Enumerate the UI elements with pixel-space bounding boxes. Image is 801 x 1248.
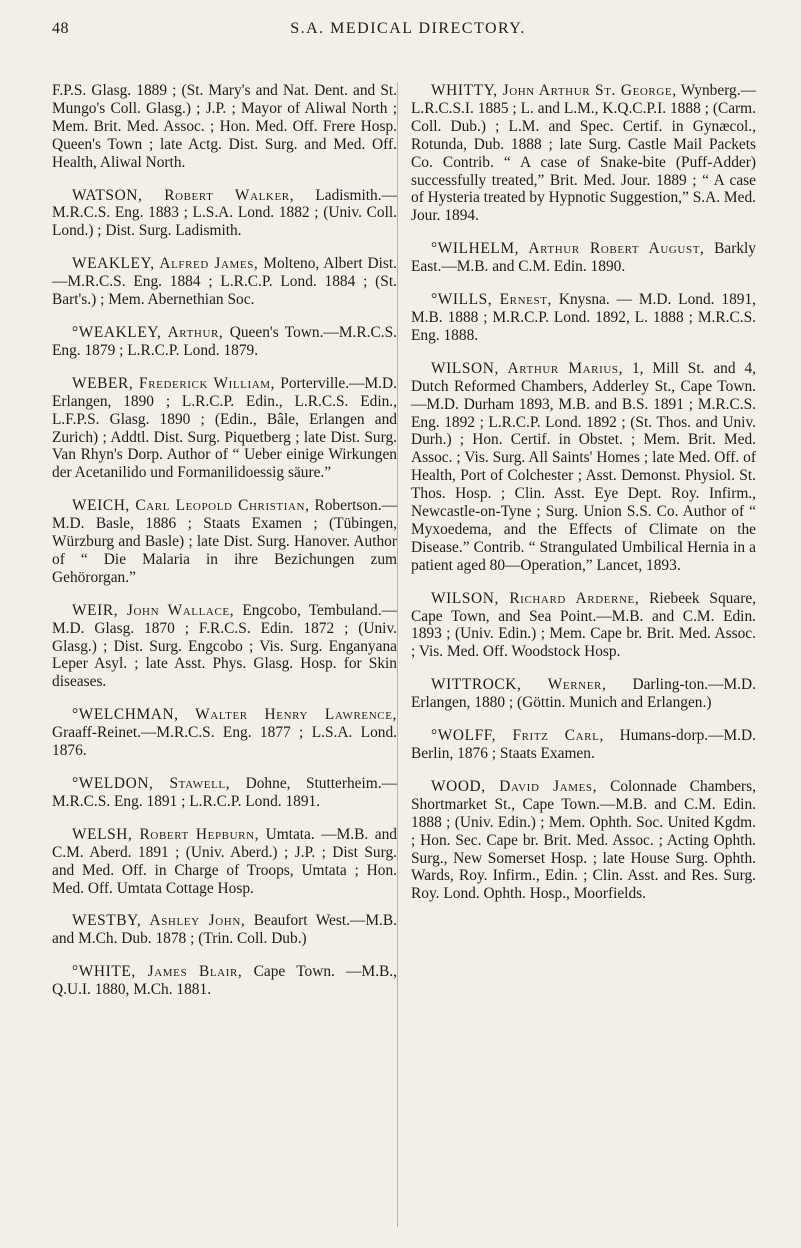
entry-text: Umtata. —M.B. and C.M. Aberd. 1891 ; (Univ. Aberd.) ; J.P. ; Dist Surg. and Med. Off. in Charge of Troops, Umtata ; Hon. Med. Off. Umtata Cottage Hosp.: [52, 825, 397, 897]
entry-name: WILSON, Arthur Marius,: [431, 359, 624, 377]
entry-text: Darling-ton.—M.D. Erlangen, 1880 ; (Göttin. Munich and Erlangen.): [411, 676, 756, 712]
directory-entry: [411, 676, 756, 712]
entry-text: Queen's Town.—M.R.C.S. Eng. 1879 ; L.R.C.P. Lond. 1879.: [52, 323, 397, 359]
entry-text: Graaff-Reinet.—M.R.C.S. Eng. 1877 ; L.S.A. Lond. 1876.: [52, 724, 397, 760]
directory-entry: [411, 778, 756, 903]
directory-entry: [52, 82, 397, 172]
directory-entry: [52, 912, 397, 948]
entry-text: Colonnade Chambers, Shortmarket St., Cape Town.—M.B. and C.M. Edin. 1888 ; (Univ. Edin.) ; Mem. Ophth. Soc. United Kgdm. ; Hon. Sec. Cape br. Brit. Med. Assoc. ; Acting Ophth. Surg., New Somerset Hosp. ; late House Surg. Ophth. Wards, Roy. Infirm., Edin. ; Clin. Asst. and Res. Surg. Roy. Lond. Ophth. Hosp., Moorfields.: [411, 777, 756, 903]
directory-entry: [52, 497, 397, 587]
column-divider: [397, 82, 398, 1227]
entry-name: WOOD, David James,: [431, 777, 598, 795]
entry-text: Robertson.—M.D. Basle, 1886 ; Staats Examen ; (Tübingen, Würzburg and Basle) ; late Dist. Surg. Hanover. Author of “ Die Malaria in ihre Bezichungen zum Gehörorgan.”: [52, 497, 397, 586]
entry-text: Beaufort West.—M.B. and M.Ch. Dub. 1878 ; (Trin. Coll. Dub.): [52, 912, 397, 948]
entry-name: WEBER, Frederick William,: [72, 374, 276, 392]
directory-entry: [52, 963, 397, 999]
entry-text: Knysna. — M.D. Lond. 1891, M.B. 1888 ; M.R.C.P. Lond. 1892, L. 1888 ; M.R.C.S. Eng. 1888.: [411, 291, 757, 344]
entry-name: WELSH, Robert Hepburn,: [72, 825, 260, 843]
entry-text: Cape Town. —M.B., Q.U.I. 1880, M.Ch. 1881.: [52, 963, 398, 999]
entry-name: °WELDON, Stawell,: [72, 775, 231, 792]
directory-entry: [52, 706, 397, 760]
entry-text: Engcobo, Tembuland.—M.D. Glasg. 1870 ; F.R.C.S. Edin. 1872 ; (Univ. Glasg.) ; Dist. Surg. Engcobo ; Vis. Surg. Enganyana Leper Asyl. ; late Asst. Phys. Glasg. Hosp. for Skin diseases.: [52, 601, 397, 691]
entry-text: F.P.S. Glasg. 1889 ; (St. Mary's and Nat. Dent. and St. Mungo's Coll. Glasg.) ; J.P. ; Mayor of Aliwal North ; Mem. Brit. Med. Assoc. ; Hon. Med. Off. Frere Hosp. Queen's Town ; late Actg. Dist. Surg. and Med. Off. Health, Aliwal North.: [52, 82, 397, 171]
entry-text: Molteno, Albert Dist.—M.R.C.S. Eng. 1884 ; L.R.C.P. Lond. 1884 ; (St. Bart's.) ; Mem. Abernethian Soc.: [52, 255, 397, 309]
entry-text: Humans-dorp.—M.D. Berlin, 1876 ; Staats Examen.: [411, 727, 756, 762]
entry-text: 1, Mill St. and 4, Dutch Reformed Chambers, Adderley St., Cape Town.—M.D. Durham 1893, M.B. and B.S. 1891 ; M.R.C.S. Eng. 1892 ; L.R.C.P. Lond. 1892 ; (St. Thos. and Univ. Durh.) ; Hon. Certif. in Obstet. ; Mem. Brit. Med. Assoc. ; Vis. Surg. All Saints' Homes ; late Med. Off. of Health, Port of Colchester ; Asst. Demonst. Physiol. St. Thos. Hosp. ; Clin. Asst. Eye Dept. Roy. Infirm., Newcastle-on-Tyne ; Surg. Union S.S. Co. Author of “ Myxoedema, and the Effects of Climate on the Disease.” Contrib. “ Strangulated Umbilical Hernia in a patient aged 80—Operation,” Lancet, 1893.: [411, 359, 756, 574]
page-header: [52, 16, 764, 46]
entry-name: WATSON, Robert Walker,: [72, 186, 295, 204]
entry-name: WEIR, John Wallace,: [72, 601, 235, 619]
page-number: 48: [52, 20, 69, 37]
entry-text: Ladismith.—M.R.C.S. Eng. 1883 ; L.S.A. Lond. 1882 ; (Univ. Coll. Lond.) ; Dist. Surg. Ladismith.: [52, 186, 397, 240]
entry-name: °WELCHMAN, Walter Henry Lawrence,: [72, 706, 397, 724]
entry-text: Porterville.—M.D. Erlangen, 1890 ; L.R.C.P. Edin., L.R.C.S. Edin., L.F.P.S. Glasg. 1890 ; (Edin., Bâle, Erlangen and Zurich) ; Addtl. Dist. Surg. Piquetberg ; late Dist. Surg. Van Rhyn's Dorp. Author of “ Ueber einige Wirkungen der Acetanilido und Formanilidoessig säure.”: [52, 374, 397, 482]
directory-entry: [411, 590, 756, 662]
directory-entry: [52, 826, 397, 898]
entry-text: Riebeek Square, Cape Town, and Sea Point.—M.B. and C.M. Edin. 1893 ; (Univ. Edin.) ; Mem. Cape br. Brit. Med. Assoc. ; Vis. Med. Off. Woodstock Hosp.: [411, 589, 756, 661]
entry-text: Barkly East.—M.B. and C.M. Edin. 1890.: [411, 240, 756, 276]
directory-entry: [52, 375, 397, 482]
entry-name: WEICH, Carl Leopold Christian,: [72, 497, 310, 515]
directory-entry: [52, 187, 397, 241]
entry-name: WHITTY, John Arthur St. George,: [431, 82, 677, 99]
entry-name: WILSON, Richard Arderne,: [431, 589, 640, 607]
directory-entry: [52, 775, 397, 811]
directory-entry: [52, 255, 397, 309]
running-title: S.A. MEDICAL DIRECTORY.: [290, 20, 526, 37]
right-column: [411, 82, 756, 918]
entry-name: WITTROCK, Werner,: [431, 676, 607, 694]
directory-entry: [411, 727, 756, 763]
directory-entry: [411, 82, 756, 225]
directory-entry: [411, 240, 756, 276]
entry-name: °WEAKLEY, Arthur,: [72, 323, 224, 341]
directory-entry: [411, 360, 756, 575]
entry-name: °WILLS, Ernest,: [431, 291, 552, 309]
directory-entry: [52, 324, 397, 360]
entry-name: WEAKLEY, Alfred James,: [72, 255, 259, 273]
entry-name: WESTBY, Ashley John,: [72, 912, 246, 930]
entry-text: Dohne, Stutterheim.—M.R.C.S. Eng. 1891 ; L.R.C.P. Lond. 1891.: [52, 775, 397, 810]
entry-name: °WOLFF, Fritz Carl,: [431, 727, 604, 745]
directory-entry: [411, 291, 756, 345]
entry-name: °WILHELM, Arthur Robert August,: [431, 240, 705, 258]
directory-entry: [52, 602, 397, 692]
entry-name: °WHITE, James Blair,: [72, 963, 243, 981]
entry-text: Wynberg.—L.R.C.S.I. 1885 ; L. and L.M., K.Q.C.P.I. 1888 ; (Carm. Coll. Dub.) ; L.M. and Spec. Certif. in Gynæcol., Rotunda, Dub. 1888 ; late Surg. Castle Mail Packets Co. Contrib. “ A case of Snake-bite (Puff-Adder) successfully treated,” Brit. Med. Jour. 1889 ; “ A case of Hysteria treated by Hypnotic Suggestion,” S.A. Med. Jour. 1894.: [411, 82, 756, 225]
left-column: [52, 82, 397, 1014]
